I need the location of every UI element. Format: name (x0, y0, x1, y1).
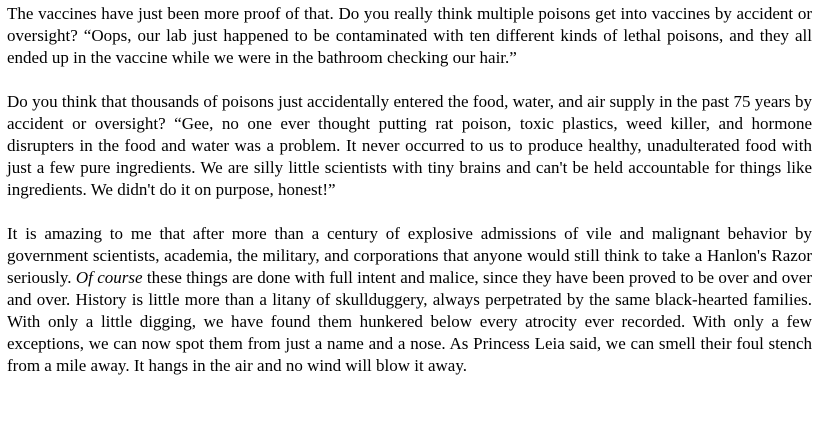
paragraph-poisons: Do you think that thousands of poisons just accidentally entered the food, water, and air supply in the past 75 years by accident or oversight? “Gee, no one ever thought putting rat poison, toxic plastics, weed killer, and hormone disrupters in the food and water was a problem. It never occurred to us to produce healthy, unadulterated food with just a few pure ingredients. We are silly little scientists with tiny brains and can't be held accountable for things like ingredients. We didn't do it on purpose, honest!” (7, 92, 812, 199)
paragraph-text-start: It is amazing to me that after more than a century of explosive admissions of vile and malignant behavior by government scientists, academia, the military, and corporations that anyone would still think to take a Hanlon's Razor seriously. (7, 224, 812, 287)
paragraph-vaccines: The vaccines have just been more proof of that. Do you really think multiple poisons get into vaccines by accident or oversight? “Oops, our lab just happened to be contaminated with ten different kinds of lethal poisons, and they all ended up in the vaccine while we were in the bathroom checking our hair.” (7, 4, 812, 67)
paragraph-hanlons-razor (7, 223, 812, 377)
paragraph-text-end: these things are done with full intent and malice, since they have been proved to be over and over and over. History is little more than a litany of skullduggery, always perpetrated by the same black-hearted families. With only a little digging, we have found them hunkered below every atrocity ever recorded. With only a few exceptions, we can now spot them from just a name and a nose. As Princess Leia said, we can smell their foul stench from a mile away. It hangs in the air and no wind will blow it away. (7, 268, 813, 375)
emphasis-of-course: Of course (75, 268, 143, 287)
